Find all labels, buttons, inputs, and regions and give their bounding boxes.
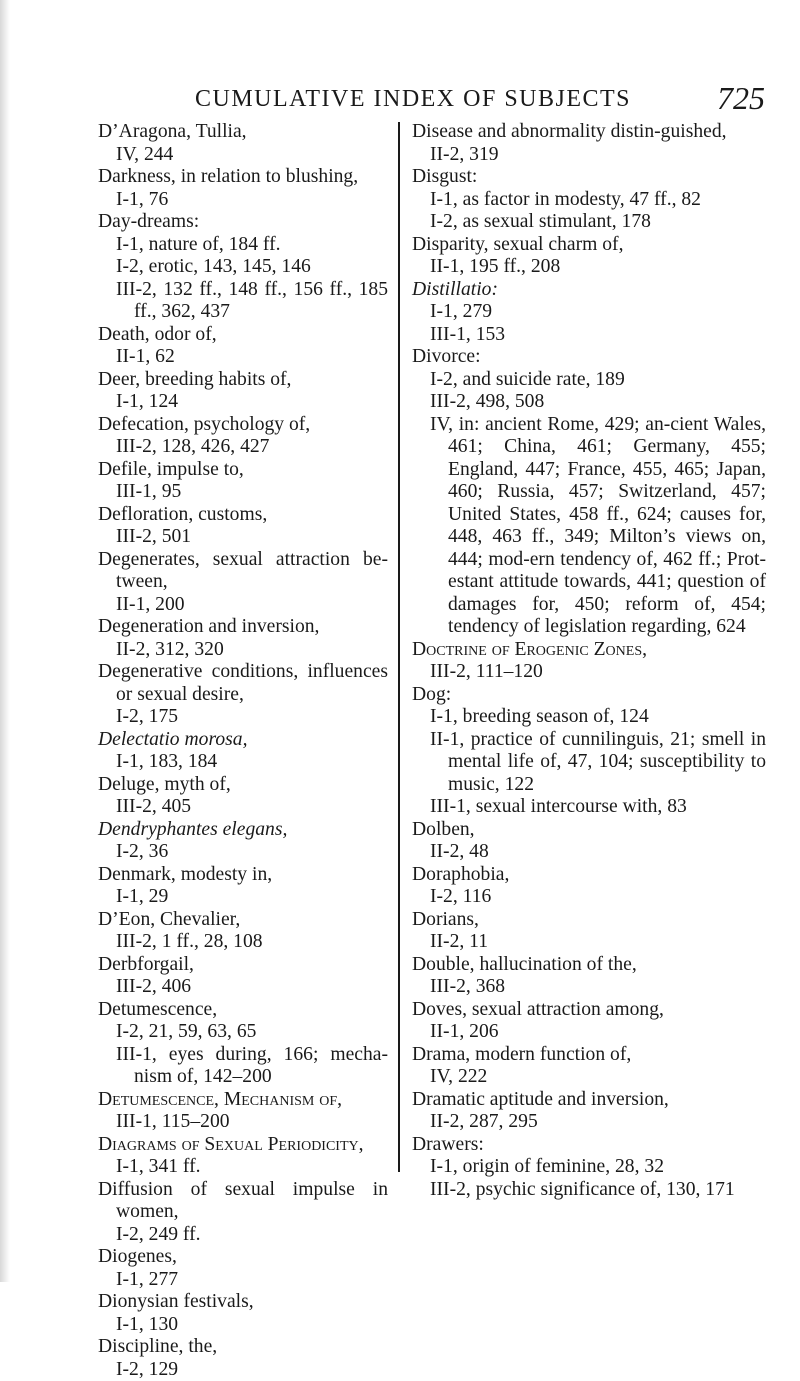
index-subentry: I-1, 130 <box>98 1314 388 1337</box>
index-heading: Derbforgail, <box>98 954 388 977</box>
column-divider <box>398 122 400 1172</box>
index-subentry: IV, in: ancient Rome, 429; an-cient Wales, 461; China, 461; Germany, 455; England, 447; France, 455, 465; Japan, 460; Russia, 457; Switzerland, 457; United States, 458 ff., 624; causes for, 448, 463 ff., 349; Milton’s views on, 444; mod-ern tendency of, 462 ff.; Prot-estant attitude towards, 441; question of damages for, 450; reform of, 454; tendency of legislation regarding, 624 <box>412 414 766 639</box>
index-subentry: I-2, 175 <box>98 706 388 729</box>
index-heading: Degeneration and inversion, <box>98 616 388 639</box>
index-subentry: I-2, and suicide rate, 189 <box>412 369 766 392</box>
index-subentry: I-1, 76 <box>98 189 388 212</box>
index-subentry: I-1, nature of, 184 ff. <box>98 234 388 257</box>
index-subentry: III-2, 406 <box>98 976 388 999</box>
index-subentry: I-2, 129 <box>98 1359 388 1381</box>
index-subentry: II-1, 200 <box>98 594 388 617</box>
index-heading: Diffusion of sexual impulse in women, <box>98 1179 388 1224</box>
index-heading: Disease and abnormality distin-guished, <box>412 121 766 144</box>
index-heading: Double, hallucination of the, <box>412 954 766 977</box>
index-heading: Diogenes, <box>98 1246 388 1269</box>
index-heading: Dorians, <box>412 909 766 932</box>
index-subentry: II-2, 48 <box>412 841 766 864</box>
index-heading: Dionysian festivals, <box>98 1291 388 1314</box>
index-subentry: IV, 244 <box>98 144 388 167</box>
index-subentry: I-1, 341 ff. <box>98 1156 388 1179</box>
index-heading: Divorce: <box>412 346 766 369</box>
index-heading: Deluge, myth of, <box>98 774 388 797</box>
index-subentry: I-2, 116 <box>412 886 766 909</box>
index-heading: Detumescence, <box>98 999 388 1022</box>
index-subentry: I-1, breeding season of, 124 <box>412 706 766 729</box>
index-subentry: II-2, 312, 320 <box>98 639 388 662</box>
index-subentry: II-1, 195 ff., 208 <box>412 256 766 279</box>
index-heading: Drawers: <box>412 1134 766 1157</box>
page-number: 725 <box>717 80 765 117</box>
index-heading: Deer, breeding habits of, <box>98 369 388 392</box>
index-subentry: III-1, 95 <box>98 481 388 504</box>
index-heading: Detumescence, Mechanism of, <box>98 1089 388 1112</box>
index-heading: Doctrine of Erogenic Zones, <box>412 639 766 662</box>
index-heading: Disparity, sexual charm of, <box>412 234 766 257</box>
index-subentry: III-2, 498, 508 <box>412 391 766 414</box>
index-subentry: I-1, 279 <box>412 301 766 324</box>
index-subentry: I-1, as factor in modesty, 47 ff., 82 <box>412 189 766 212</box>
index-column-left <box>98 121 388 1381</box>
index-heading: Dog: <box>412 684 766 707</box>
index-subentry: III-2, 1 ff., 28, 108 <box>98 931 388 954</box>
index-subentry: I-1, 277 <box>98 1269 388 1292</box>
index-subentry: II-1, 206 <box>412 1021 766 1044</box>
index-subentry: I-2, erotic, 143, 145, 146 <box>98 256 388 279</box>
index-column-right <box>412 121 766 1201</box>
index-subentry: I-2, as sexual stimulant, 178 <box>412 211 766 234</box>
index-subentry: II-1, practice of cunnilinguis, 21; smell in mental life of, 47, 104; susceptibility to music, 122 <box>412 729 766 797</box>
index-subentry: I-1, origin of feminine, 28, 32 <box>412 1156 766 1179</box>
index-heading: Denmark, modesty in, <box>98 864 388 887</box>
index-heading: Defloration, customs, <box>98 504 388 527</box>
index-heading: Darkness, in relation to blushing, <box>98 166 388 189</box>
index-subentry: III-2, psychic significance of, 130, 171 <box>412 1179 766 1202</box>
index-heading: Discipline, the, <box>98 1336 388 1359</box>
index-subentry: III-2, 501 <box>98 526 388 549</box>
index-heading: Day-dreams: <box>98 211 388 234</box>
index-subentry: III-1, 115–200 <box>98 1111 388 1134</box>
index-heading: Disgust: <box>412 166 766 189</box>
index-heading: D’Aragona, Tullia, <box>98 121 388 144</box>
index-subentry: III-2, 368 <box>412 976 766 999</box>
index-subentry: IV, 222 <box>412 1066 766 1089</box>
index-heading: Dramatic aptitude and inversion, <box>412 1089 766 1112</box>
index-heading: Defile, impulse to, <box>98 459 388 482</box>
index-subentry: II-1, 62 <box>98 346 388 369</box>
binding-gutter-shadow <box>0 0 10 1282</box>
index-subentry: I-1, 183, 184 <box>98 751 388 774</box>
index-subentry: I-2, 36 <box>98 841 388 864</box>
index-heading: Degenerative conditions, influences or sexual desire, <box>98 661 388 706</box>
index-subentry: III-1, sexual intercourse with, 83 <box>412 796 766 819</box>
index-heading: Drama, modern function of, <box>412 1044 766 1067</box>
index-subentry: I-2, 21, 59, 63, 65 <box>98 1021 388 1044</box>
index-subentry: III-2, 111–120 <box>412 661 766 684</box>
index-heading: Distillatio: <box>412 279 766 302</box>
index-subentry: III-2, 405 <box>98 796 388 819</box>
index-subentry: I-1, 29 <box>98 886 388 909</box>
index-heading: Diagrams of Sexual Periodicity, <box>98 1134 388 1157</box>
index-heading: Dolben, <box>412 819 766 842</box>
index-heading: Dendryphantes elegans, <box>98 819 388 842</box>
index-subentry: III-1, eyes during, 166; mecha-nism of, 142–200 <box>98 1044 388 1089</box>
index-subentry: I-2, 249 ff. <box>98 1224 388 1247</box>
index-heading: Defecation, psychology of, <box>98 414 388 437</box>
running-header <box>195 80 765 120</box>
index-heading: Doves, sexual attraction among, <box>412 999 766 1022</box>
index-heading: Delectatio morosa, <box>98 729 388 752</box>
index-heading: Doraphobia, <box>412 864 766 887</box>
index-subentry: II-2, 287, 295 <box>412 1111 766 1134</box>
index-subentry: II-2, 11 <box>412 931 766 954</box>
index-subentry: II-2, 319 <box>412 144 766 167</box>
index-heading: D’Eon, Chevalier, <box>98 909 388 932</box>
index-subentry: I-1, 124 <box>98 391 388 414</box>
index-subentry: III-2, 132 ff., 148 ff., 156 ff., 185 ff., 362, 437 <box>98 279 388 324</box>
index-subentry: III-2, 128, 426, 427 <box>98 436 388 459</box>
index-heading: Degenerates, sexual attraction be-tween, <box>98 549 388 594</box>
index-heading: Death, odor of, <box>98 324 388 347</box>
header-title: CUMULATIVE INDEX OF SUBJECTS <box>195 86 631 113</box>
index-subentry: III-1, 153 <box>412 324 766 347</box>
